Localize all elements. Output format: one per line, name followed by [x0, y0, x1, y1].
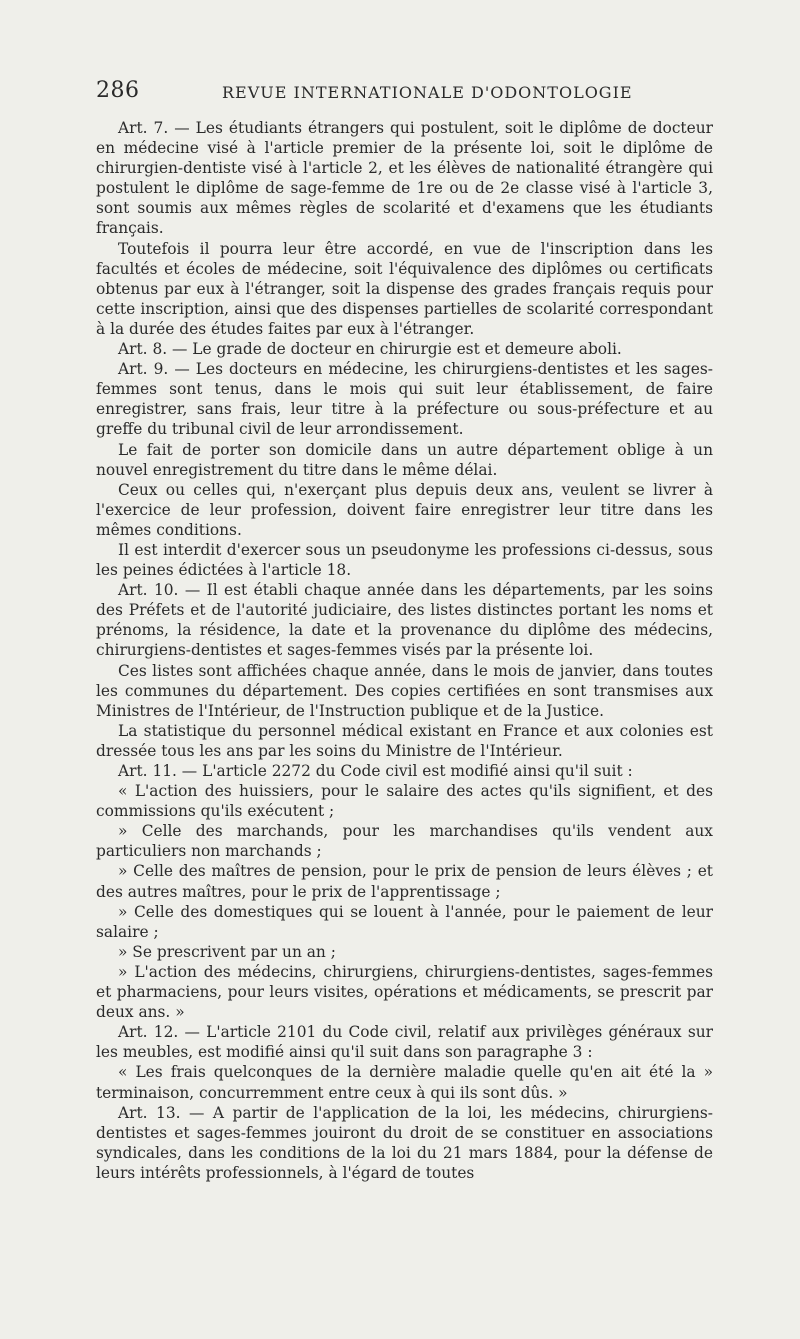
paragraph: « L'action des huissiers, pour le salaire des actes qu'ils signifient, et des commissions qu'ils exécutent ; [96, 782, 713, 821]
paragraph: » Celle des domestiques qui se louent à l'année, pour le paiement de leur salaire ; [96, 902, 713, 941]
paragraph: Art. 12. — L'article 2101 du Code civil, relatif aux privilèges généraux sur les meubles, est modifié ainsi qu'il suit dans son paragraphe 3 : [96, 1023, 713, 1062]
paragraph: Art. 9. — Les docteurs en médecine, les chirurgiens-dentistes et les sages-femmes sont tenus, dans le mois qui suit leur établissement, de faire enregistrer, sans frais, leur titre à la préfecture ou sous-préfecture et au greffe du tribunal civil de leur arrondissement. [96, 360, 713, 439]
paragraph: Art. 10. — Il est établi chaque année dans les départements, par les soins des Préfets et de l'autorité judiciaire, des listes distinctes portant les noms et prénoms, la résidence, la date et la provenance du diplôme des médecins, chirurgiens-dentistes et sages-femmes visés par la présente loi. [96, 581, 713, 660]
page-number: 286 [96, 78, 140, 103]
body-text [96, 118, 713, 1183]
paragraph: Toutefois il pourra leur être accordé, en vue de l'inscription dans les facultés et écoles de médecine, soit l'équivalence des diplômes ou certificats obtenus par eux à l'étranger, soit la dispense des grades français requis pour cette inscription, ainsi que des dispenses partielles de scolarité correspondant à la durée des études faites par eux à l'étranger. [96, 239, 713, 338]
paragraph: Ceux ou celles qui, n'exerçant plus depuis deux ans, veulent se livrer à l'exercice de leur profession, doivent faire enregistrer leur titre dans les mêmes conditions. [96, 480, 713, 539]
paragraph: « Les frais quelconques de la dernière maladie quelle qu'en ait été la » terminaison, concurremment entre ceux à qui ils sont dûs. » [96, 1063, 713, 1102]
paragraph: Le fait de porter son domicile dans un autre département oblige à un nouvel enregistrement du titre dans le même délai. [96, 440, 713, 479]
paragraph: » L'action des médecins, chirurgiens, chirurgiens-dentistes, sages-femmes et pharmaciens, pour leurs visites, opérations et médicaments, se prescrit par deux ans. » [96, 962, 713, 1022]
paragraph: » Se prescrivent par un an ; [118, 942, 336, 961]
paragraph: La statistique du personnel médical existant en France et aux colonies est dressée tous les ans par les soins du Ministre de l'Intérieur. [96, 721, 713, 760]
paragraph: Art. 8. — Le grade de docteur en chirurgie est et demeure aboli. [118, 340, 622, 359]
paragraph: Il est interdit d'exercer sous un pseudonyme les professions ci-dessus, sous les peines édictées à l'article 18. [96, 540, 713, 580]
paragraph: Art. 13. — A partir de l'application de la loi, les médecins, chirurgiens-dentistes et sages-femmes jouiront du droit de se constituer en associations syndicales, dans les conditions de la loi du 21 mars 1884, pour la défense de leurs intérêts professionnels, à l'égard de toutes [96, 1103, 713, 1182]
page-header [96, 78, 740, 103]
paragraph: Ces listes sont affichées chaque année, dans le mois de janvier, dans toutes les communes du département. Des copies certifiées en sont transmises aux Ministres de l'Intérieur, de l'Instruction publique et de la Justice. [96, 661, 713, 720]
paragraph: Art. 7. — Les étudiants étrangers qui postulent, soit le diplôme de docteur en médecine visé à l'article premier de la présente loi, soit le diplôme de chirurgien-dentiste visé à l'article 2, et les élèves de nationalité étrangère qui postulent le diplôme de sage-femme de 1re ou de 2e classe visé à l'article 3, sont soumis aux mêmes règles de scolarité et d'examens que les étudiants français. [96, 119, 713, 238]
paragraph: Art. 11. — L'article 2272 du Code civil est modifié ainsi qu'il suit : [118, 762, 633, 780]
paragraph: » Celle des marchands, pour les marchandises qu'ils vendent aux particuliers non marchands ; [96, 822, 713, 861]
paragraph: » Celle des maîtres de pension, pour le prix de pension de leurs élèves ; et des autres maîtres, pour le prix de l'apprentissage ; [96, 862, 713, 901]
running-title: REVUE INTERNATIONALE D'ODONTOLOGIE [222, 83, 633, 102]
